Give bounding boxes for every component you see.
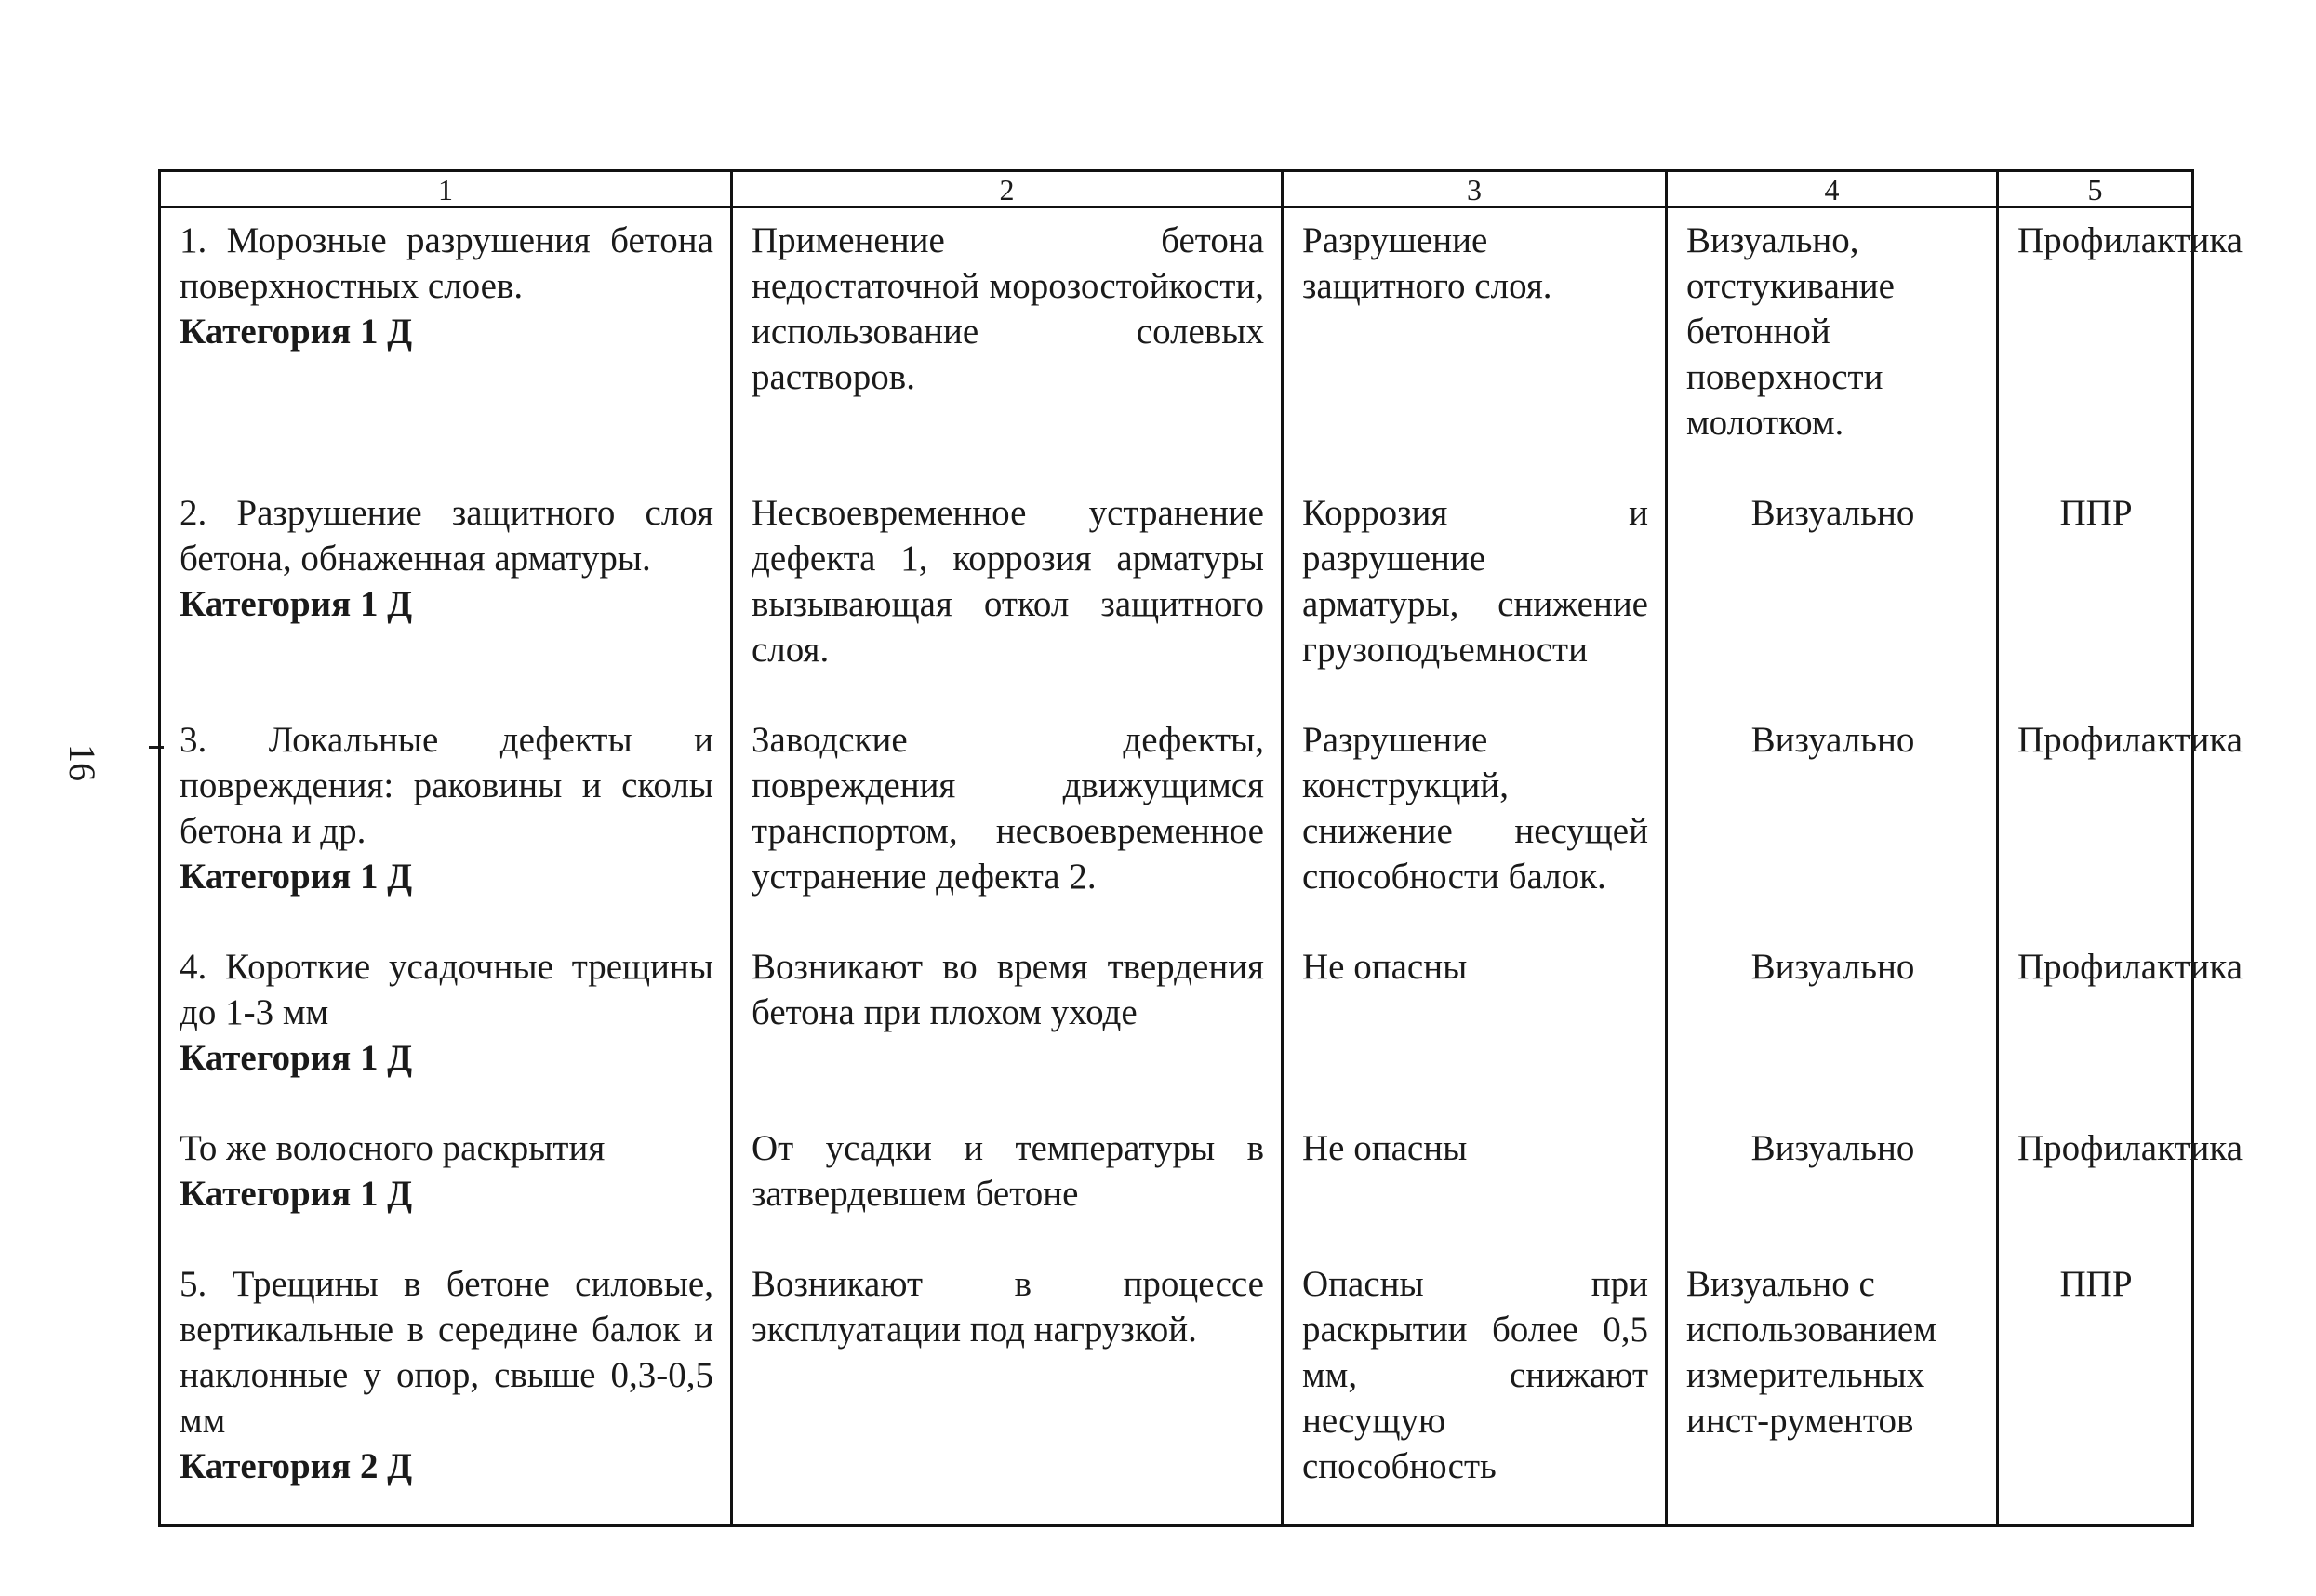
table-row <box>160 1252 2193 1526</box>
measure-cell: Профилактика <box>1998 1116 2193 1252</box>
defect-cell <box>160 207 732 482</box>
defect-cell <box>160 1116 732 1252</box>
consequence-cell: Не опасны <box>1283 935 1667 1116</box>
category-label: Категория 1 Д <box>180 584 413 624</box>
detection-cell: Визуально <box>1667 1116 1998 1252</box>
table-row <box>160 935 2193 1116</box>
defect-cell <box>160 1252 732 1526</box>
cause-cell: Несвоевременное устранение дефекта 1, коррозия арматуры вызывающая откол защитного слоя. <box>732 481 1283 708</box>
defect-cell <box>160 708 732 935</box>
measure-cell: Профилактика <box>1998 708 2193 935</box>
defect-text: 1. Морозные разрушения бетона поверхностных слоев. <box>180 220 713 306</box>
table-row <box>160 481 2193 708</box>
detection-cell: Визуально <box>1667 481 1998 708</box>
header-col-1: 1 <box>160 171 732 207</box>
category-label: Категория 2 Д <box>180 1446 413 1486</box>
cause-cell: Применение бетона недостаточной морозостойкости, использование солевых растворов. <box>732 207 1283 482</box>
detection-cell: Визуально <box>1667 935 1998 1116</box>
cause-cell: Заводские дефекты, повреждения движущимся транспортом, несвоевременное устранение дефекта 2. <box>732 708 1283 935</box>
consequence-cell: Коррозия и разрушение арматуры, снижение грузоподъемности <box>1283 481 1667 708</box>
category-label: Категория 1 Д <box>180 1174 413 1214</box>
table-body <box>160 207 2243 1526</box>
detection-cell: Визуально, отстукивание бетонной поверхности молотком. <box>1667 207 1998 482</box>
defect-text: 3. Локальные дефекты и повреждения: раковины и сколы бетона и др. <box>180 720 713 851</box>
defect-cell <box>160 935 732 1116</box>
consequence-cell: Разрушение защитного слоя. <box>1283 207 1667 482</box>
page-number: 16 <box>61 744 103 781</box>
defect-text: 2. Разрушение защитного слоя бетона, обнаженная арматуры. <box>180 493 713 579</box>
cause-cell: От усадки и температуры в затвердевшем бетоне <box>732 1116 1283 1252</box>
cause-cell: Возникают во время твердения бетона при плохом уходе <box>732 935 1283 1116</box>
measure-cell: Профилактика <box>1998 207 2193 482</box>
category-label: Категория 1 Д <box>180 1038 413 1078</box>
measure-cell: ППР <box>1998 1252 2193 1526</box>
measure-cell: ППР <box>1998 481 2193 708</box>
header-col-5: 5 <box>1998 171 2193 207</box>
defects-table <box>158 169 2243 1527</box>
category-label: Категория 1 Д <box>180 312 413 352</box>
measure-cell: Профилактика <box>1998 935 2193 1116</box>
detection-cell: Визуально <box>1667 708 1998 935</box>
table-row <box>160 207 2193 482</box>
header-col-2: 2 <box>732 171 1283 207</box>
header-row <box>160 171 2193 207</box>
header-col-4: 4 <box>1667 171 1998 207</box>
defect-text: 4. Короткие усадочные трещины до 1-3 мм <box>180 947 713 1032</box>
table-row <box>160 1116 2193 1252</box>
table-header <box>160 171 2193 207</box>
defect-text: 5. Трещины в бетоне силовые, вертикальные в середине балок и наклонные у опор, свыше 0,3-0,5 мм <box>180 1264 713 1441</box>
consequence-cell: Опасны при раскрытии более 0,5 мм, снижают несущую способность <box>1283 1252 1667 1526</box>
consequence-cell: Разрушение конструкций, снижение несущей способности балок. <box>1283 708 1667 935</box>
category-label: Категория 1 Д <box>180 857 413 897</box>
consequence-cell: Не опасны <box>1283 1116 1667 1252</box>
detection-cell: Визуально с использованием измерительных инст-рументов <box>1667 1252 1998 1526</box>
header-col-3: 3 <box>1283 171 1667 207</box>
table-row <box>160 708 2193 935</box>
cause-cell: Возникают в процессе эксплуатации под нагрузкой. <box>732 1252 1283 1526</box>
defect-text: То же волосного раскрытия <box>180 1128 606 1168</box>
defect-cell <box>160 481 732 708</box>
